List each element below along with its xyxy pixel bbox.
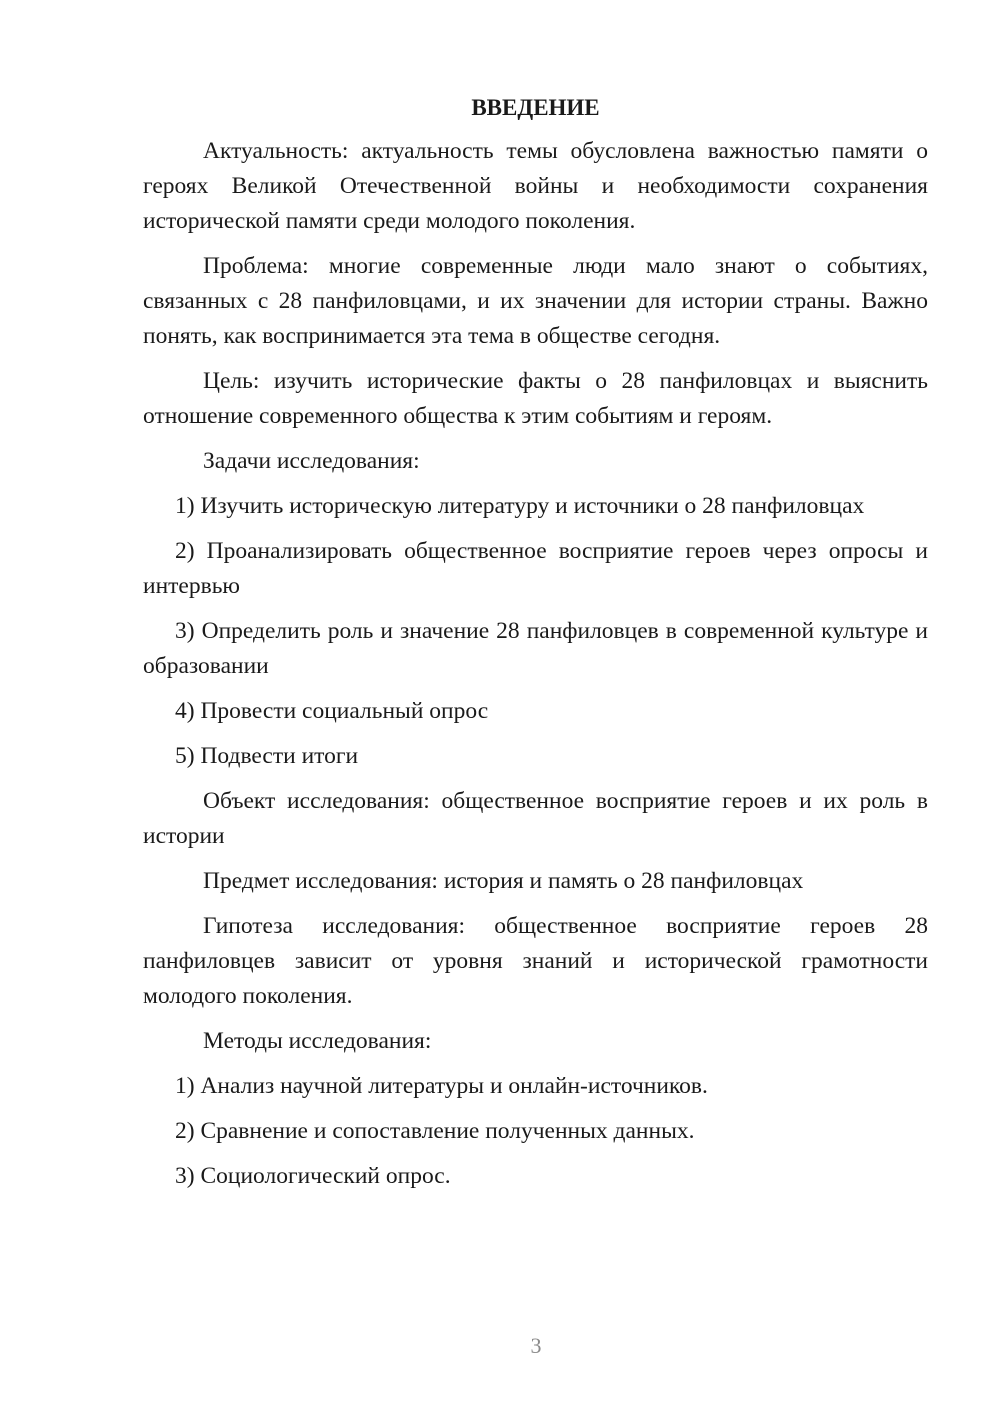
page-number: 3	[530, 1333, 542, 1358]
paragraph-subject: Предмет исследования: история и память о 28 панфиловцах	[203, 868, 804, 894]
paragraph-object: Объект исследования: общественное восприятие героев и их роль в истории	[143, 788, 928, 849]
section-heading: ВВЕДЕНИЕ	[471, 95, 600, 120]
list-item-task-3: 3) Определить роль и значение 28 панфиловцев в современной культуре и образовании	[143, 618, 928, 679]
paragraph-problem: Проблема: многие современные люди мало знают о событиях, связанных с 28 панфиловцами, и их значении для истории страны. Важно понять, как воспринимается эта тема в обществе сегодня.	[143, 253, 928, 349]
list-item-method-2: 2) Сравнение и сопоставление полученных данных.	[175, 1118, 695, 1144]
paragraph-hypothesis: Гипотеза исследования: общественное восприятие героев 28 панфиловцев зависит от уровня знаний и исторической грамотности молодого поколения.	[143, 913, 928, 1009]
list-item-task-5: 5) Подвести итоги	[175, 743, 359, 769]
paragraph-goal: Цель: изучить исторические факты о 28 панфиловцах и выяснить отношение современного общества к этим событиям и героям.	[143, 368, 928, 429]
paragraph-methods-heading: Методы исследования:	[203, 1028, 432, 1054]
paragraph-tasks-heading: Задачи исследования:	[203, 448, 420, 474]
list-item-task-4: 4) Провести социальный опрос	[175, 698, 489, 724]
document-page	[143, 90, 928, 1204]
list-item-method-3: 3) Социологический опрос.	[175, 1163, 451, 1189]
paragraph-relevance: Актуальность: актуальность темы обусловлена важностью памяти о героях Великой Отечественной войны и необходимости сохранения исторической памяти среди молодого поколения.	[143, 138, 928, 234]
list-item-task-2: 2) Проанализировать общественное восприятие героев через опросы и интервью	[143, 538, 928, 599]
list-item-task-1: 1) Изучить историческую литературу и источники о 28 панфиловцах	[175, 493, 865, 519]
list-item-method-1: 1) Анализ научной литературы и онлайн-источников.	[175, 1073, 708, 1099]
